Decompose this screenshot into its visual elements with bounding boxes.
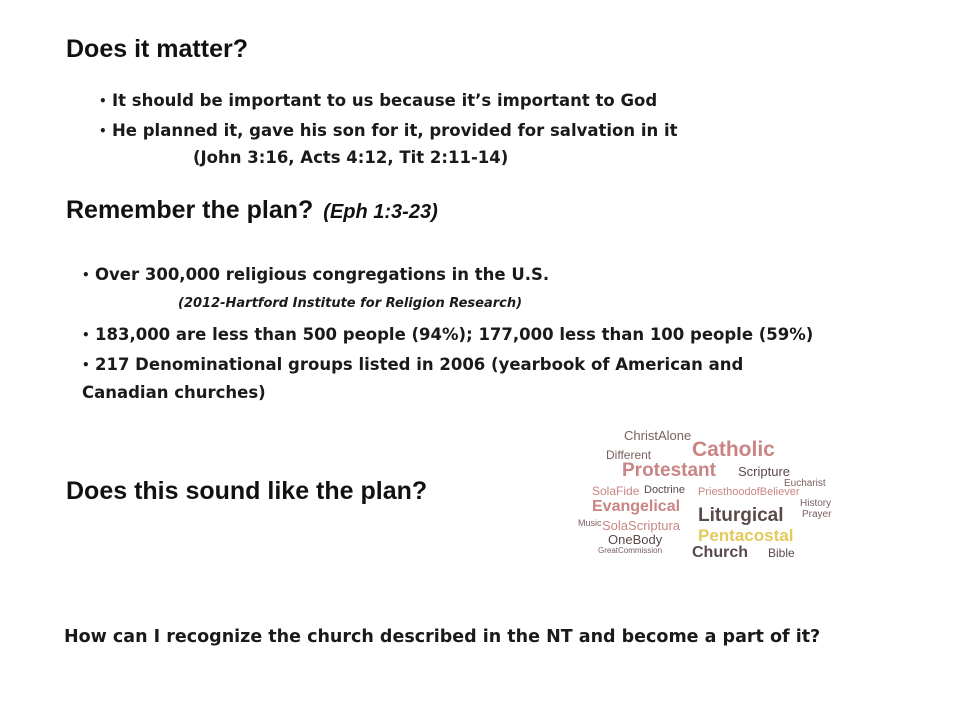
word-music: Music <box>578 518 602 528</box>
word-greatcommission: GreatCommission <box>598 546 663 555</box>
bullet-text: Over 300,000 religious congregations in the U.S. <box>95 265 550 284</box>
bullet-denominations-continued: Canadian churches) <box>82 383 266 402</box>
word-pentacostal: Pentacostal <box>698 526 794 545</box>
bullet-denominations <box>82 352 743 378</box>
word-catholic: Catholic <box>692 438 775 461</box>
word-bible: Bible <box>768 546 795 560</box>
word-cloud-image <box>572 413 840 569</box>
word-doctrine: Doctrine <box>644 484 685 496</box>
bullet-dot-icon: • <box>99 94 107 108</box>
bullet-text: He planned it, gave his son for it, provided for salvation in it <box>112 121 678 140</box>
word-prayer: Prayer <box>802 509 832 520</box>
scripture-references: (John 3:16, Acts 4:12, Tit 2:11-14) <box>193 148 509 167</box>
word-onebody: OneBody <box>608 532 663 547</box>
word-church: Church <box>692 544 748 561</box>
bullet-text: 217 Denominational groups listed in 2006 (yearbook of American and <box>95 355 744 374</box>
word-evangelical: Evangelical <box>592 498 681 515</box>
word-history: History <box>800 498 832 509</box>
bullet-important-to-god <box>99 88 657 114</box>
bullet-congregations <box>82 262 549 288</box>
word-eucharist: Eucharist <box>784 478 826 489</box>
bullet-dot-icon: • <box>82 328 90 342</box>
bullet-dot-icon: • <box>99 124 107 138</box>
source-citation: (2012-Hartford Institute for Religion Research) <box>178 296 523 311</box>
heading-does-this-sound-like-the-plan: Does this sound like the plan? <box>66 477 428 505</box>
word-different: Different <box>606 448 652 462</box>
bullet-text: It should be important to us because it’s important to God <box>112 91 658 110</box>
heading-does-it-matter: Does it matter? <box>66 35 248 63</box>
word-liturgical: Liturgical <box>698 505 784 526</box>
word-protestant: Protestant <box>622 460 716 481</box>
word-priesthoodofbeliever: PriesthoodofBeliever <box>698 486 800 498</box>
heading-remember-the-plan <box>66 196 438 225</box>
word-solascriptura: SolaScriptura <box>602 518 681 533</box>
word-solafide: SolaFide <box>592 484 640 498</box>
bullet-planned-it <box>99 118 678 144</box>
bullet-text: 183,000 are less than 500 people (94%); 177,000 less than 100 people (59%) <box>95 325 814 344</box>
word-christalone: ChristAlone <box>624 428 692 443</box>
bullet-congregation-sizes <box>82 322 813 348</box>
bullet-dot-icon: • <box>82 358 90 372</box>
heading-text: Remember the plan? <box>66 196 314 224</box>
heading-reference: (Eph 1:3-23) <box>323 201 438 223</box>
word-scripture: Scripture <box>738 464 791 479</box>
bullet-dot-icon: • <box>82 268 90 282</box>
closing-question: How can I recognize the church described in the NT and become a part of it? <box>64 627 821 647</box>
